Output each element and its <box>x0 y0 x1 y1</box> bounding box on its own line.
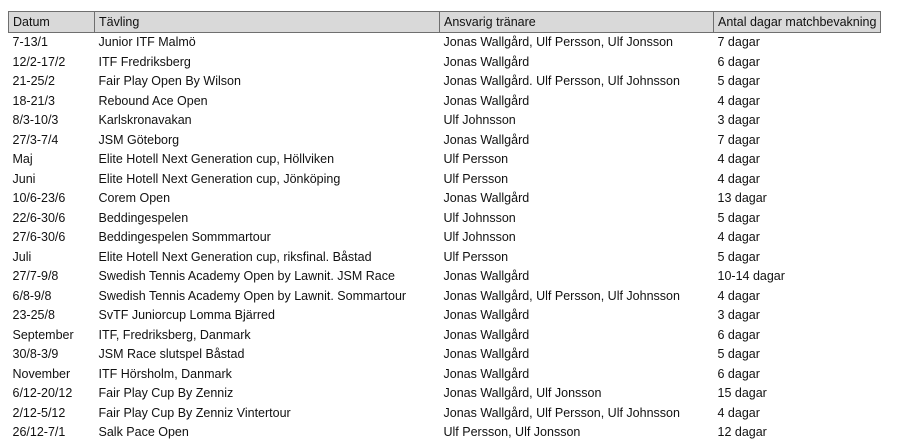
cell-ansvarig-tranare: Jonas Wallgård <box>443 347 530 361</box>
cell-antal-dagar: 5 dagar <box>717 249 760 264</box>
cell-datum: 10/6-23/6 <box>12 191 66 205</box>
cell-tavling: ITF Fredriksberg <box>98 54 191 69</box>
cell-tavling: Swedish Tennis Academy Open by Lawnit. JSM Race <box>98 269 395 283</box>
cell-datum: 21-25/2 <box>12 74 55 88</box>
cell-antal-dagar: 5 dagar <box>717 210 760 225</box>
cell-antal-dagar: 7 dagar <box>717 35 760 49</box>
cell-antal-dagar: 3 dagar <box>717 308 760 322</box>
cell-tavling: Elite Hotell Next Generation cup, Jönköping <box>98 171 341 186</box>
cell-antal-dagar: 4 dagar <box>717 405 760 420</box>
cell-ansvarig-tranare: Ulf Johnsson <box>443 210 516 225</box>
cell-antal-dagar: 5 dagar <box>717 74 760 88</box>
schedule-table-container <box>8 11 880 443</box>
cell-ansvarig-tranare: Ulf Johnsson <box>443 113 516 127</box>
cell-tavling: Corem Open <box>98 191 171 205</box>
cell-datum: 2/12-5/12 <box>12 405 66 420</box>
cell-datum: 6/8-9/8 <box>12 288 52 303</box>
table-row <box>9 287 881 307</box>
cell-datum: 26/12-7/1 <box>12 425 66 439</box>
cell-tavling: Swedish Tennis Academy Open by Lawnit. Sommartour <box>98 288 407 303</box>
cell-tavling: Rebound Ace Open <box>98 93 208 108</box>
cell-datum: 18-21/3 <box>12 93 55 108</box>
cell-antal-dagar: 6 dagar <box>717 366 760 381</box>
table-row <box>9 326 881 346</box>
cell-datum: Juni <box>12 171 36 186</box>
cell-datum: 8/3-10/3 <box>12 113 59 127</box>
cell-ansvarig-tranare: Jonas Wallgård <box>443 132 530 147</box>
cell-tavling: Beddingespelen Sommmartour <box>98 230 271 244</box>
cell-datum: 27/3-7/4 <box>12 132 59 147</box>
table-row <box>9 53 881 73</box>
cell-antal-dagar: 4 dagar <box>717 288 760 303</box>
cell-ansvarig-tranare: Ulf Persson <box>443 249 509 264</box>
cell-tavling: Junior ITF Malmö <box>98 35 196 49</box>
cell-antal-dagar: 6 dagar <box>717 54 760 69</box>
cell-tavling: Salk Pace Open <box>98 425 189 439</box>
table-row <box>9 131 881 151</box>
cell-tavling: ITF, Fredriksberg, Danmark <box>98 327 251 342</box>
cell-tavling: JSM Göteborg <box>98 132 180 147</box>
cell-ansvarig-tranare: Jonas Wallgård, Ulf Persson, Ulf Jonsson <box>443 35 673 49</box>
cell-datum: 7-13/1 <box>12 35 48 49</box>
table-row <box>9 33 881 53</box>
cell-antal-dagar: 4 dagar <box>717 152 760 166</box>
cell-datum: Maj <box>12 152 33 166</box>
cell-tavling: ITF Hörsholm, Danmark <box>98 366 232 381</box>
cell-antal-dagar: 3 dagar <box>717 113 760 127</box>
cell-ansvarig-tranare: Jonas Wallgård, Ulf Jonsson <box>443 386 602 400</box>
header-row <box>9 12 881 33</box>
table-row <box>9 209 881 229</box>
cell-tavling: Karlskronavakan <box>98 113 192 127</box>
table-row <box>9 111 881 131</box>
table-row <box>9 404 881 424</box>
cell-ansvarig-tranare: Jonas Wallgård <box>443 308 530 322</box>
cell-datum: 27/7-9/8 <box>12 269 59 283</box>
cell-datum: 12/2-17/2 <box>12 54 66 69</box>
table-row <box>9 189 881 209</box>
table-row <box>9 345 881 365</box>
table-row <box>9 384 881 404</box>
table-row <box>9 72 881 92</box>
cell-antal-dagar: 7 dagar <box>717 132 760 147</box>
cell-datum: November <box>12 366 71 381</box>
table-header <box>9 12 881 33</box>
cell-datum: Juli <box>12 249 32 264</box>
cell-antal-dagar: 6 dagar <box>717 327 760 342</box>
cell-antal-dagar: 15 dagar <box>717 386 767 400</box>
schedule-table <box>8 11 881 443</box>
cell-datum: 22/6-30/6 <box>12 210 66 225</box>
cell-antal-dagar: 10-14 dagar <box>717 269 785 283</box>
cell-ansvarig-tranare: Ulf Johnsson <box>443 230 516 244</box>
table-row <box>9 228 881 248</box>
table-row <box>9 365 881 385</box>
header-datum: Datum <box>9 12 95 33</box>
cell-ansvarig-tranare: Ulf Persson, Ulf Jonsson <box>443 425 581 439</box>
cell-ansvarig-tranare: Jonas Wallgård <box>443 191 530 205</box>
cell-tavling: Elite Hotell Next Generation cup, riksfinal. Båstad <box>98 249 372 264</box>
cell-ansvarig-tranare: Ulf Persson <box>443 171 509 186</box>
cell-antal-dagar: 5 dagar <box>717 347 760 361</box>
header-tavling: Tävling <box>95 12 440 33</box>
header-ansvarig-tranare: Ansvarig tränare <box>440 12 714 33</box>
table-row <box>9 92 881 112</box>
cell-ansvarig-tranare: Jonas Wallgård <box>443 54 530 69</box>
cell-antal-dagar: 4 dagar <box>717 230 760 244</box>
cell-tavling: SvTF Juniorcup Lomma Bjärred <box>98 308 275 322</box>
cell-datum: 27/6-30/6 <box>12 230 66 244</box>
table-row <box>9 170 881 190</box>
cell-tavling: Fair Play Open By Wilson <box>98 74 241 88</box>
cell-datum: 30/8-3/9 <box>12 347 59 361</box>
table-row <box>9 423 881 443</box>
cell-ansvarig-tranare: Jonas Wallgård. Ulf Persson, Ulf Johnsson <box>443 74 680 88</box>
cell-tavling: Fair Play Cup By Zenniz Vintertour <box>98 405 291 420</box>
cell-tavling: Beddingespelen <box>98 210 189 225</box>
cell-tavling: Fair Play Cup By Zenniz <box>98 386 234 400</box>
cell-antal-dagar: 4 dagar <box>717 171 760 186</box>
cell-ansvarig-tranare: Jonas Wallgård <box>443 327 530 342</box>
table-row <box>9 267 881 287</box>
cell-ansvarig-tranare: Jonas Wallgård, Ulf Persson, Ulf Johnsson <box>443 405 680 420</box>
cell-antal-dagar: 12 dagar <box>717 425 767 439</box>
cell-ansvarig-tranare: Jonas Wallgård <box>443 269 530 283</box>
cell-ansvarig-tranare: Jonas Wallgård <box>443 93 530 108</box>
table-row <box>9 248 881 268</box>
cell-datum: 23-25/8 <box>12 308 55 322</box>
cell-antal-dagar: 4 dagar <box>717 93 760 108</box>
cell-tavling: Elite Hotell Next Generation cup, Höllviken <box>98 152 335 166</box>
table-row <box>9 306 881 326</box>
table-row <box>9 150 881 170</box>
cell-ansvarig-tranare: Jonas Wallgård <box>443 366 530 381</box>
cell-tavling: JSM Race slutspel Båstad <box>98 347 245 361</box>
cell-datum: September <box>12 327 74 342</box>
cell-ansvarig-tranare: Ulf Persson <box>443 152 509 166</box>
table-body <box>9 33 881 443</box>
cell-datum: 6/12-20/12 <box>12 386 73 400</box>
header-antal-dagar: Antal dagar matchbevakning <box>714 12 881 33</box>
cell-antal-dagar: 13 dagar <box>717 191 767 205</box>
cell-ansvarig-tranare: Jonas Wallgård, Ulf Persson, Ulf Johnsson <box>443 288 680 303</box>
